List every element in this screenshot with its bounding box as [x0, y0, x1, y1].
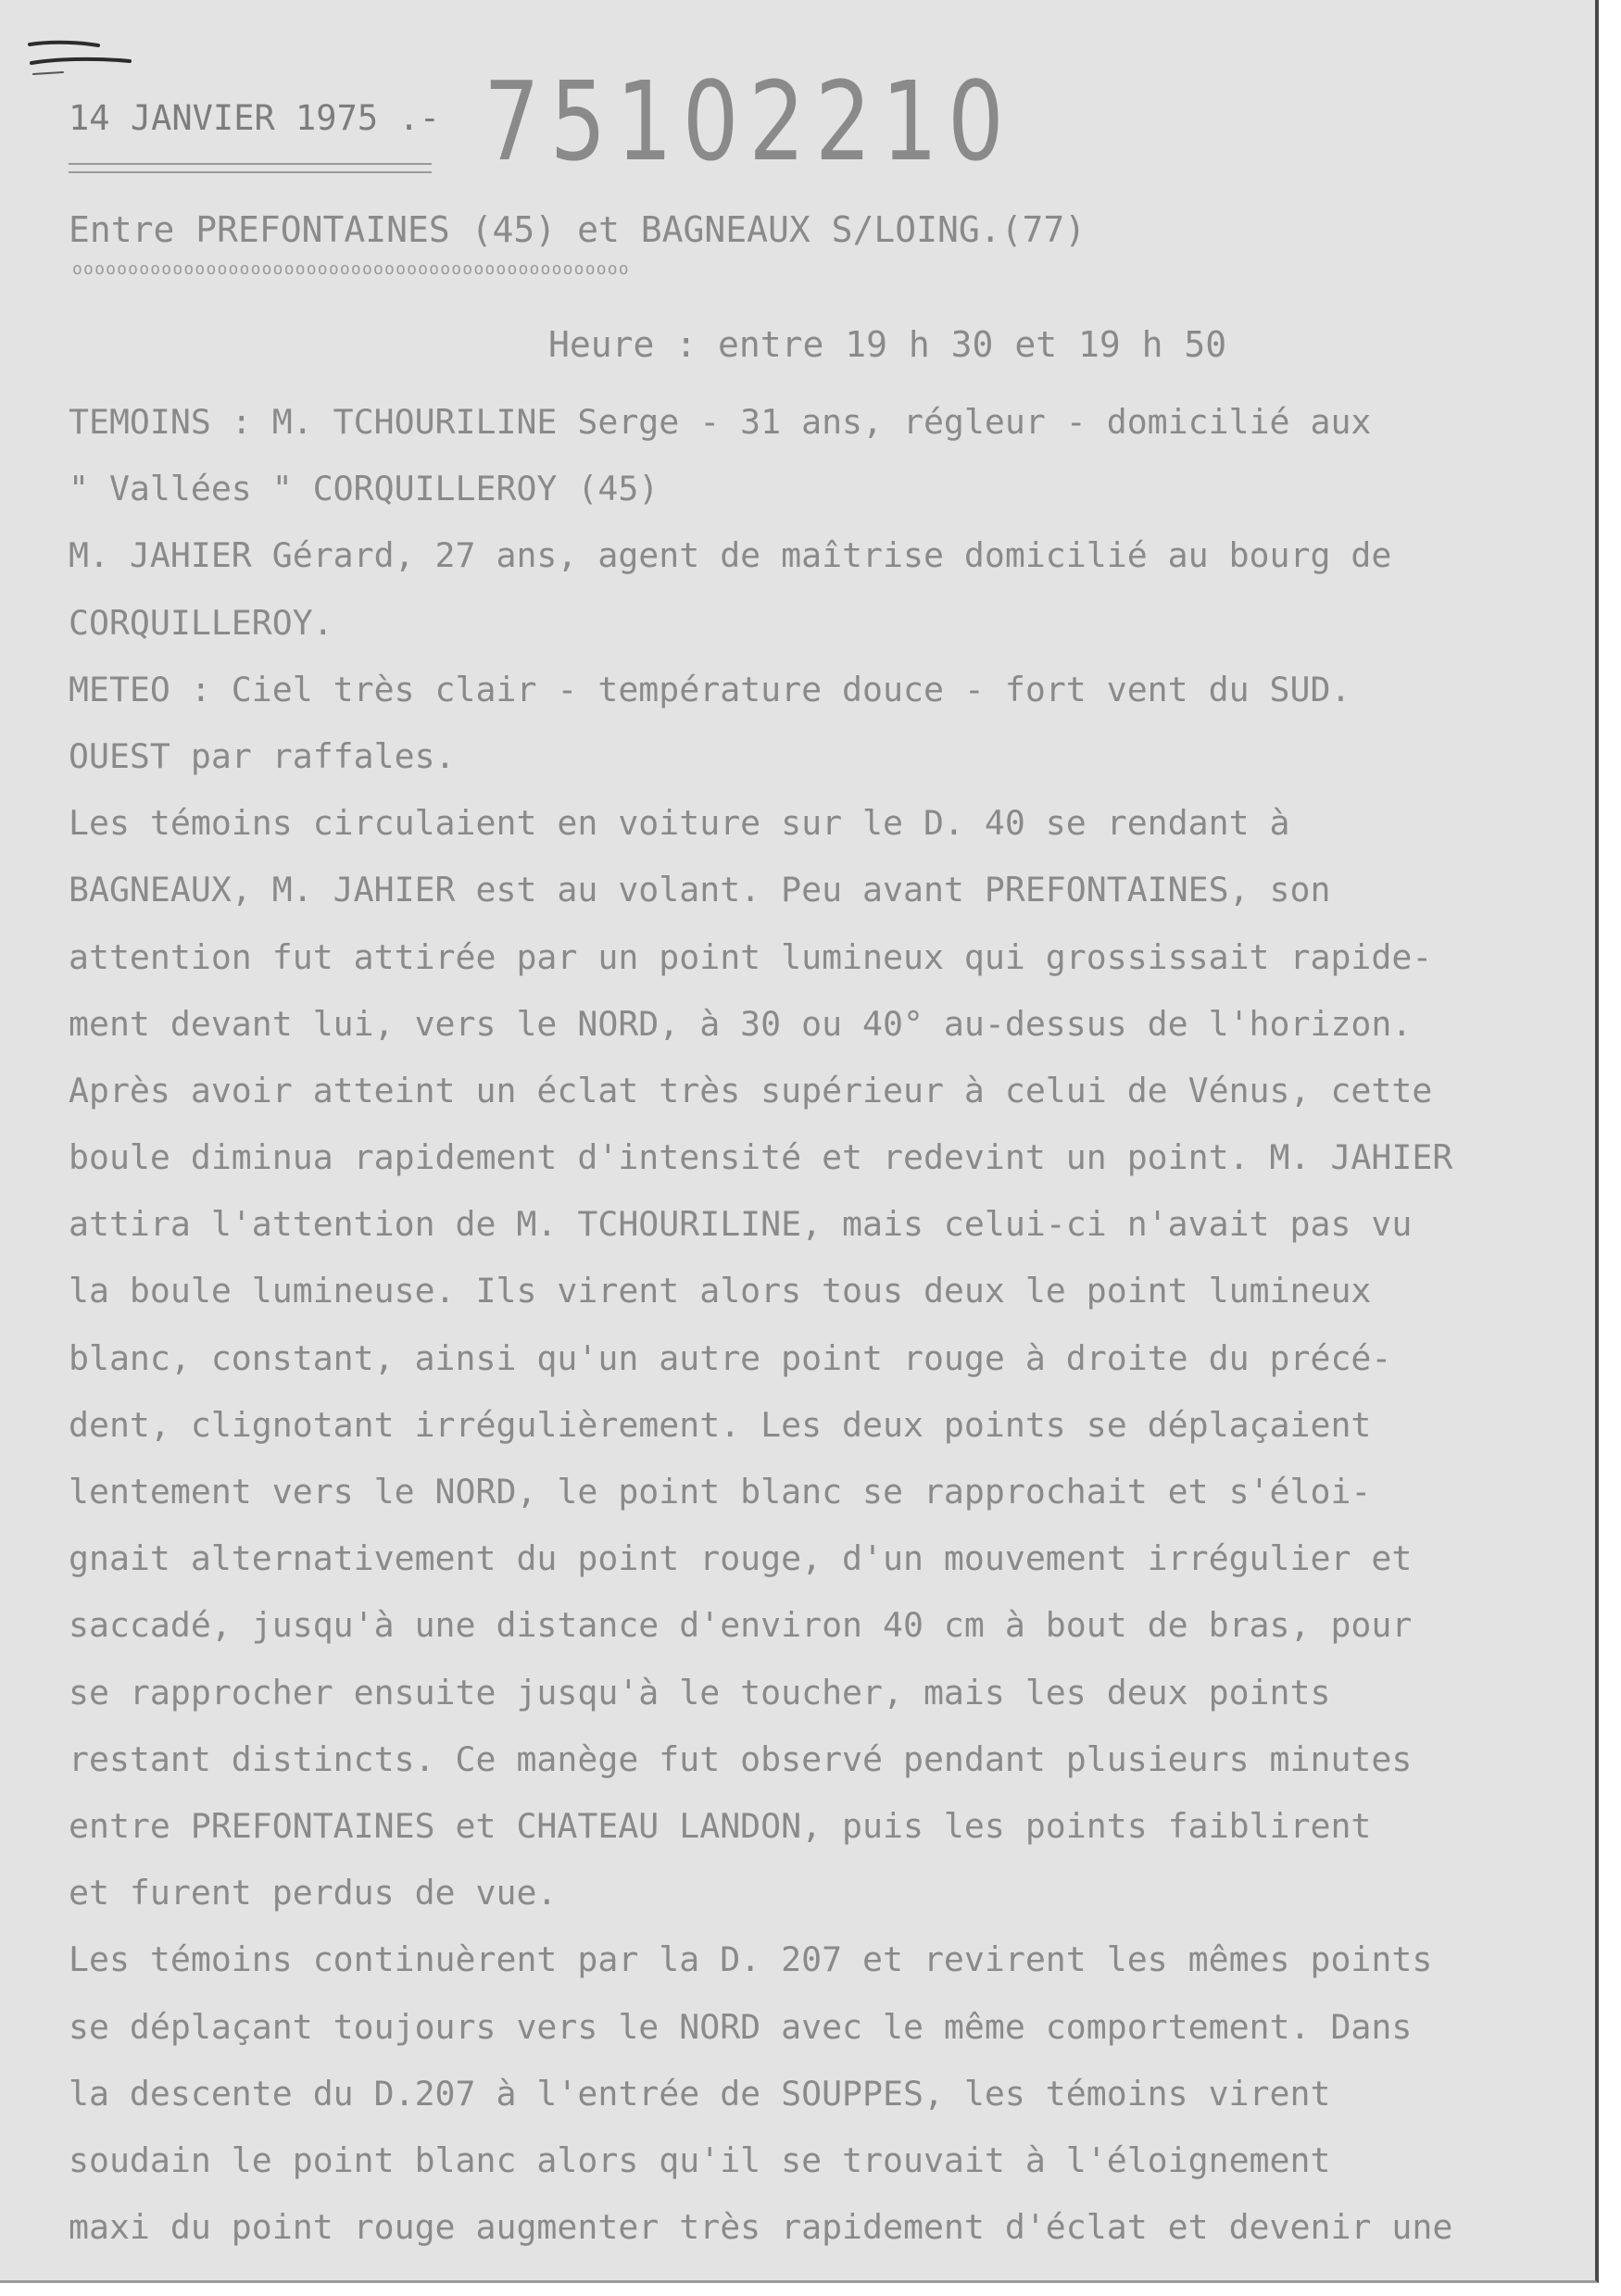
report-line: lentement vers le NORD, le point blanc se rapprochait et s'éloi- [69, 1472, 1372, 1512]
report-body [69, 389, 1569, 2261]
time-line: Heure : entre 19 h 30 et 19 h 50 [548, 324, 1227, 365]
report-line: METEO : Ciel très clair - température douce - fort vent du SUD. [69, 669, 1351, 709]
report-line: ment devant lui, vers le NORD, à 30 ou 40° au-dessus de l'horizon. [69, 1003, 1413, 1044]
report-line: M. JAHIER Gérard, 27 ans, agent de maîtrise domicilié au bourg de [69, 535, 1392, 576]
report-date: 14 JANVIER 1975 .- [69, 98, 440, 138]
report-line: " Vallées " CORQUILLEROY (45) [69, 469, 660, 509]
report-line: maxi du point rouge augmenter très rapidement d'éclat et devenir une [69, 2207, 1453, 2248]
report-line: se rapprocher ensuite jusqu'à le toucher, mais les deux points [69, 1672, 1331, 1713]
location-rule: oooooooooooooooooooooooooooooooooooooooooooooooooo [72, 259, 630, 279]
report-line: boule diminua rapidement d'intensité et redevint un point. M. JAHIER [69, 1137, 1453, 1178]
handwritten-mark-icon [26, 37, 137, 78]
case-number: 75102210 [484, 57, 1014, 185]
location-heading: Entre PREFONTAINES (45) et BAGNEAUX S/LOING.(77) [69, 209, 1087, 250]
report-line: entre PREFONTAINES et CHATEAU LANDON, puis les points faiblirent [69, 1805, 1372, 1846]
report-line: Les témoins circulaient en voiture sur le D. 40 se rendant à [69, 803, 1290, 844]
report-line: attention fut attirée par un point lumineux qui grossissait rapide- [69, 936, 1433, 977]
report-line: gnait alternativement du point rouge, d'un mouvement irrégulier et [69, 1538, 1413, 1579]
report-line: dent, clignotant irrégulièrement. Les deux points se déplaçaient [69, 1404, 1372, 1445]
report-line: restant distincts. Ce manège fut observé pendant plusieurs minutes [69, 1738, 1413, 1779]
report-line: Après avoir atteint un éclat très supérieur à celui de Vénus, cette [69, 1070, 1433, 1110]
report-line: OUEST par raffales. [69, 735, 456, 776]
report-line: se déplaçant toujours vers le NORD avec le même comportement. Dans [69, 2006, 1413, 2047]
report-line: la descente du D.207 à l'entrée de SOUPPES, les témoins virent [69, 2073, 1331, 2114]
report-line: TEMOINS : M. TCHOURILINE Serge - 31 ans, régleur - domicilié aux [69, 402, 1372, 442]
report-line: BAGNEAUX, M. JAHIER est au volant. Peu avant PREFONTAINES, son [69, 870, 1331, 910]
report-line: saccadé, jusqu'à une distance d'environ 40 cm à bout de bras, pour [69, 1605, 1413, 1646]
report-line: CORQUILLEROY. [69, 602, 333, 643]
report-line: attira l'attention de M. TCHOURILINE, mais celui-ci n'avait pas vu [69, 1204, 1413, 1245]
report-line: la boule lumineuse. Ils virent alors tous deux le point lumineux [69, 1271, 1372, 1311]
report-line: Les témoins continuèrent par la D. 207 et revirent les mêmes points [69, 1939, 1433, 1980]
report-line: soudain le point blanc alors qu'il se trouvait à l'éloignement [69, 2139, 1331, 2180]
report-line: blanc, constant, ainsi qu'un autre point rouge à droite du précé- [69, 1337, 1392, 1378]
date-underline [69, 163, 432, 173]
report-line: et furent perdus de vue. [69, 1873, 558, 1913]
